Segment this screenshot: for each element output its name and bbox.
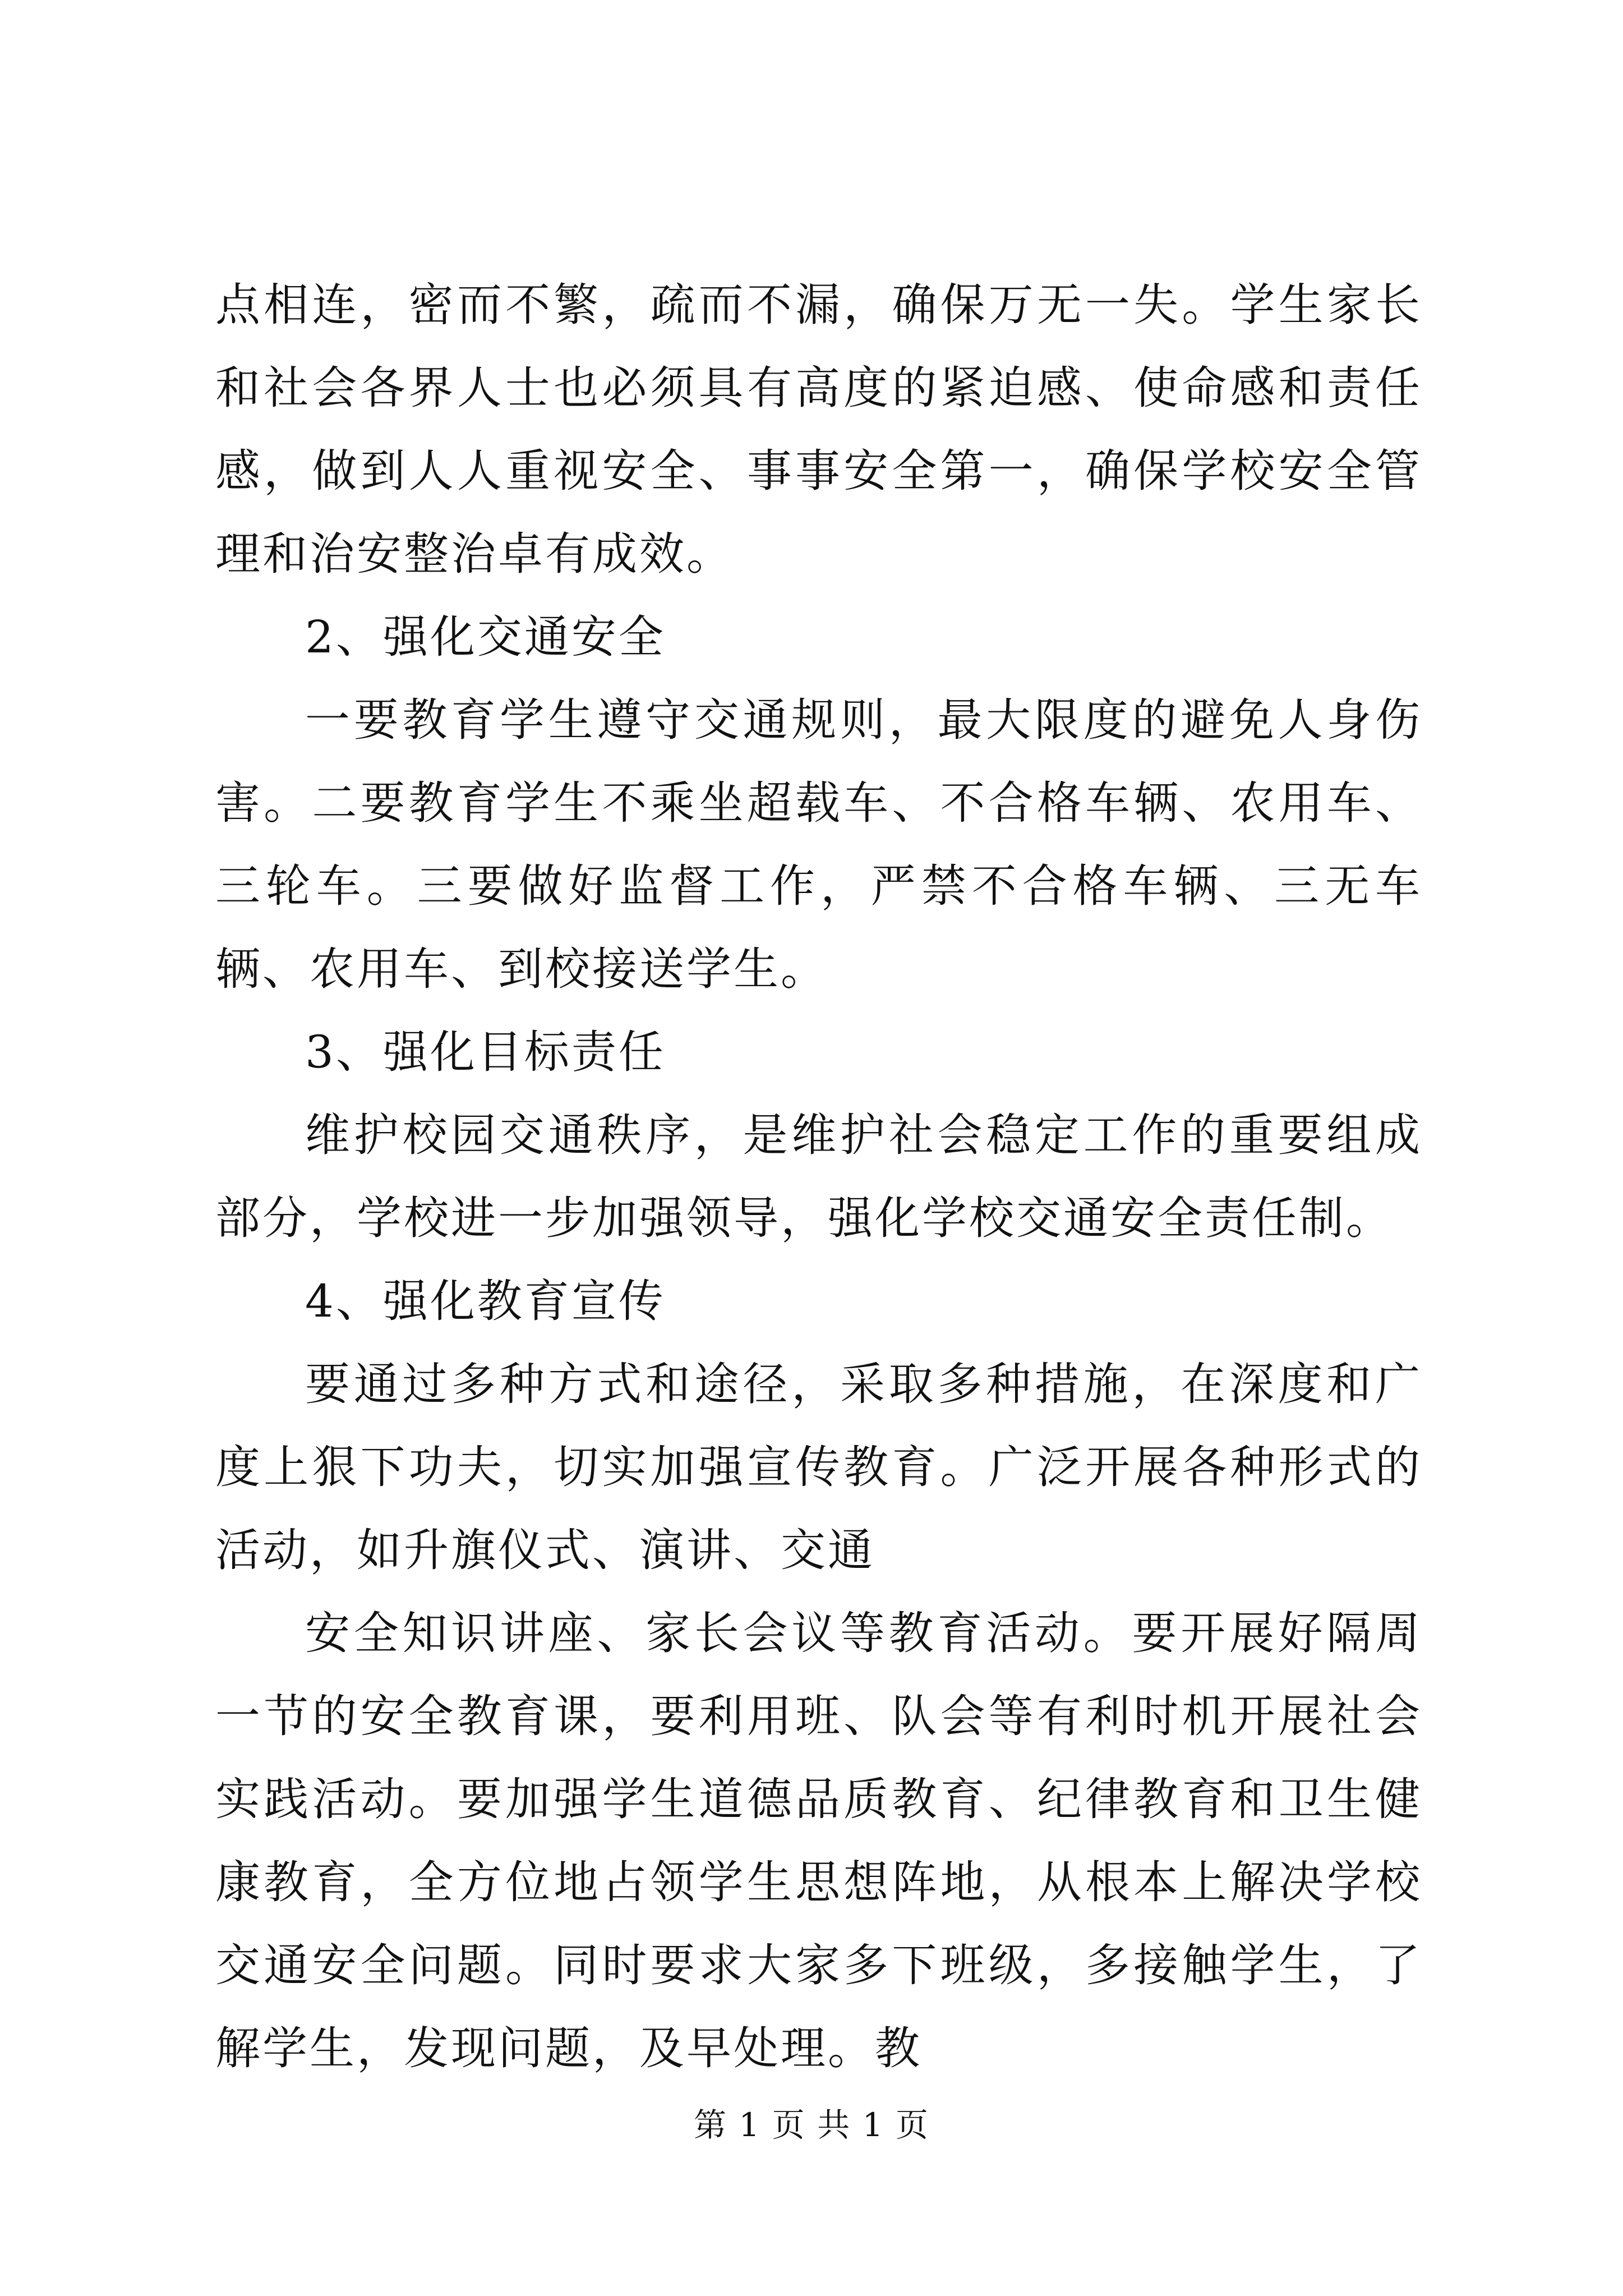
page-footer [0, 2102, 1623, 2147]
paragraph: 要通过多种方式和途径，采取多种措施，在深度和广度上狠下功夫，切实加强宣传教育。广泛开展各种形式的活动，如升旗仪式、演讲、交通 [215, 1358, 1422, 1576]
paragraph: 点相连，密而不繁，疏而不漏，确保万无一失。学生家长和社会各界人士也必须具有高度的紧迫感、使命感和责任感，做到人人重视安全、事事安全第一，确保学校安全管理和治安整治卓有成效。 [215, 279, 1422, 580]
section-heading-education-publicity: 4、强化教育宣传 [305, 1275, 666, 1327]
section-heading-target-responsibility: 3、强化目标责任 [305, 1026, 666, 1078]
section-heading-traffic-safety: 2、强化交通安全 [305, 611, 666, 663]
page-number-label: 第 1 页 共 1 页 [694, 2106, 929, 2144]
paragraph: 安全知识讲座、家长会议等教育活动。要开展好隔周一节的安全教育课，要利用班、队会等有利时机开展社会实践活动。要加强学生道德品质教育、纪律教育和卫生健康教育，全方位地占领学生思想阵地，从根本上解决学校交通安全问题。同时要求大家多下班级，多接触学生，了解学生，发现问题，及早处理。教 [215, 1607, 1422, 2074]
paragraph: 维护校园交通秩序，是维护社会稳定工作的重要组成部分，学校进一步加强领导，强化学校交通安全责任制。 [215, 1109, 1422, 1244]
document-body [215, 264, 1422, 2090]
paragraph: 一要教育学生遵守交通规则，最大限度的避免人身伤害。二要教育学生不乘坐超载车、不合格车辆、农用车、三轮车。三要做好监督工作，严禁不合格车辆、三无车辆、农用车、到校接送学生。 [215, 694, 1422, 995]
